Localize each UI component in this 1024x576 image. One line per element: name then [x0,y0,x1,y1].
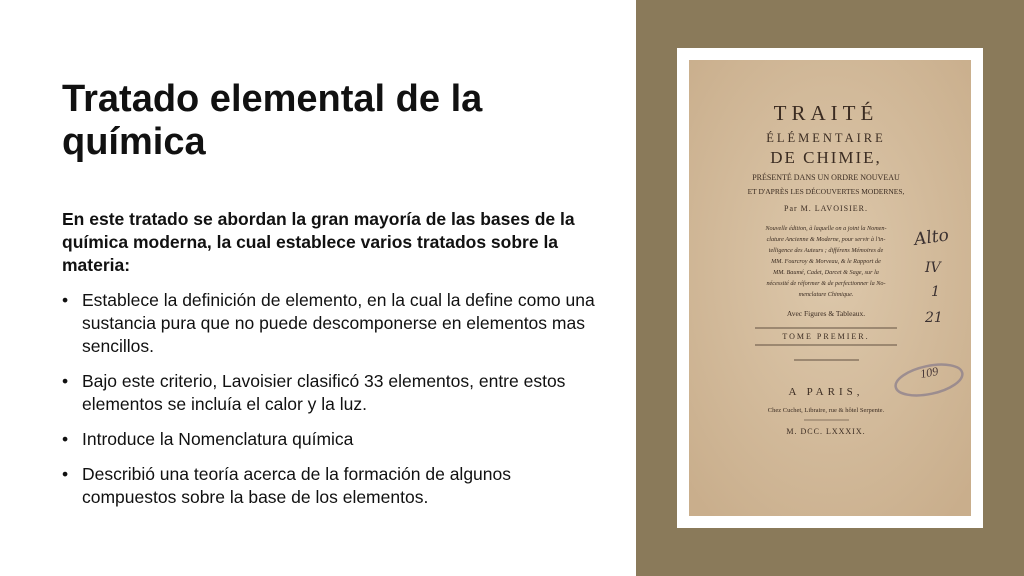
paper-background [689,60,971,516]
slide-title: Tratado elemental de la química [62,78,483,163]
bullet-text: Introduce la Nomenclatura química [82,429,354,449]
book-body-line: MM. Fourcroy & Morveau, & le Rapport de [771,258,881,265]
bullet-item [62,428,602,451]
book-body-line: nécessité de réformer & de perfectionner la No- [766,280,886,287]
handwritten-note: 1 [931,284,940,300]
book-subtitle-1: PRÉSENTÉ DANS UN ORDRE NOUVEAU [752,173,900,182]
book-title-page [689,60,971,516]
handwritten-note: 21 [925,310,943,326]
bullet-item [62,289,602,358]
book-figures-note: Avec Figures & Tableaux. [786,309,866,318]
book-title-2: ÉLÉMENTAIRE [766,131,886,145]
book-subtitle-2: ET D'APRÈS LES DÉCOUVERTES MODERNES, [747,187,905,196]
book-author: Par M. LAVOISIER. [784,204,868,213]
bullet-text: Bajo este criterio, Lavoisier clasificó 33 elementos, entre estos elementos se incluía el calor y la luz. [82,371,566,414]
stamp-number: 109 [919,364,940,381]
book-body-line: MM. Baumé, Cadet, Darcet & Sage, sur la [773,269,879,276]
book-publisher: Chez Cuchet, Libraire, rue & hôtel Serpente. [767,407,885,414]
bullet-item [62,463,602,509]
book-title-1: TRAITÉ [773,101,879,125]
book-body-line: menclature Chimique. [798,291,854,298]
book-city: A PARIS, [788,386,864,398]
intro-text: En este tratado se abordan la gran mayoría de las bases de la química moderna, la cual establece varios tratados sobre la materia: [62,209,575,275]
bullet-dot-icon: • [62,371,69,391]
handwritten-note: IV [925,260,941,276]
bullet-dot-icon: • [62,290,69,310]
bullet-dot-icon: • [62,464,69,484]
bullet-list [62,289,602,521]
bullet-dot-icon: • [62,429,69,449]
book-title-3: DE CHIMIE, [770,148,882,167]
book-page-drawing [689,60,971,516]
book-body-line: clature Ancienne & Moderne, pour servir à l'in- [766,236,886,243]
book-volume: TOME PREMIER. [782,332,870,341]
bullet-text: Establece la definición de elemento, en la cual la define como una sustancia pura que no puede descomponerse en elementos mas sencillos. [82,290,595,356]
book-body-line: Nouvelle édition, à laquelle on a joint la Nomen- [765,225,887,232]
bullet-item [62,370,602,416]
bullet-text: Describió una teoría acerca de la formación de algunos compuestos sobre la base de los elementos. [82,464,511,507]
handwritten-note: Alto [912,225,951,250]
book-photo-frame [677,48,983,528]
book-body-line: telligence des Auteurs ; différens Mémoires de [768,247,884,254]
book-year: M. DCC. LXXXIX. [786,427,866,436]
